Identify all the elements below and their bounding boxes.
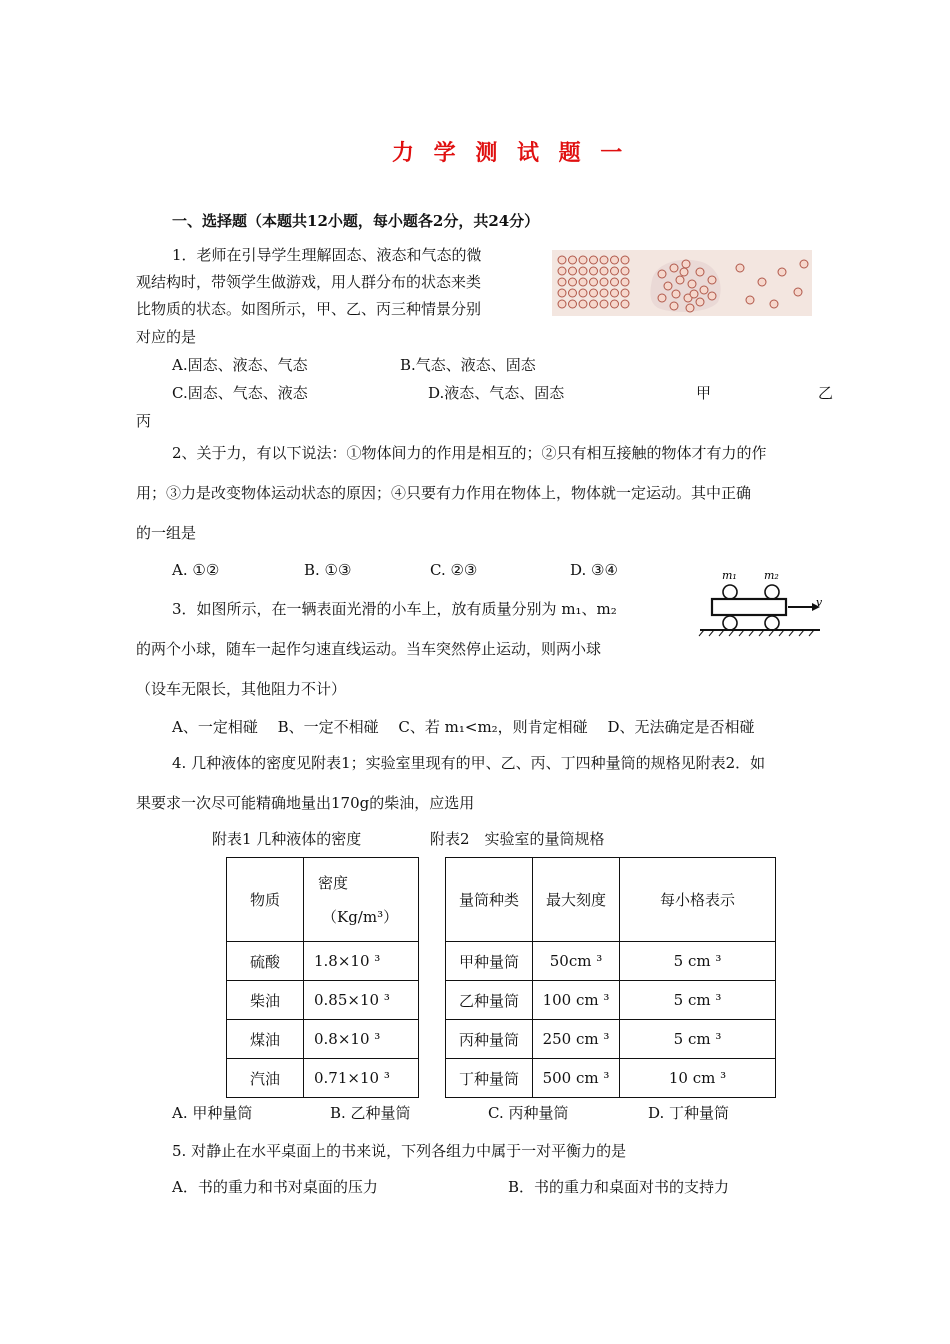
particle bbox=[800, 260, 808, 268]
particle bbox=[579, 300, 587, 308]
t2-cell: 丙种量筒 bbox=[446, 1020, 533, 1059]
t2-cell: 5 cm ³ bbox=[620, 942, 776, 981]
t2-cell: 5 cm ³ bbox=[620, 981, 776, 1020]
q3-line-3: （设车无限长，其他阻力不计） bbox=[136, 680, 347, 698]
particle bbox=[579, 289, 587, 297]
q2-option-a: A. ①② bbox=[172, 561, 220, 579]
particle bbox=[590, 278, 598, 286]
particle bbox=[686, 304, 694, 312]
particle bbox=[672, 290, 680, 298]
q3-options: A、一定相碰 B、一定不相碰 C、若 m₁<m₂，则肯定相碰 D、无法确定是否相碰 bbox=[172, 718, 755, 736]
particle bbox=[600, 300, 608, 308]
particle bbox=[579, 267, 587, 275]
t2-header: 每小格表示 bbox=[620, 858, 776, 942]
t1-cell: 0.8×10 ³ bbox=[304, 1020, 419, 1059]
t2-cell: 甲种量筒 bbox=[446, 942, 533, 981]
particle bbox=[611, 300, 619, 308]
t1-cell: 硫酸 bbox=[227, 942, 304, 981]
particle bbox=[680, 268, 688, 276]
particle bbox=[611, 267, 619, 275]
t2-cell: 10 cm ³ bbox=[620, 1059, 776, 1098]
q4-option-d: D. 丁种量筒 bbox=[648, 1104, 730, 1122]
particle bbox=[611, 256, 619, 264]
particle bbox=[690, 290, 698, 298]
q2-option-c: C. ②③ bbox=[430, 561, 478, 579]
q5-option-a: A．书的重力和书对桌面的压力 bbox=[172, 1178, 378, 1196]
particle bbox=[569, 267, 577, 275]
t1-header-density-unit: （Kg/m³） bbox=[322, 907, 399, 926]
particle bbox=[664, 282, 672, 290]
particle bbox=[569, 256, 577, 264]
q5-option-b: B．书的重力和桌面对书的支持力 bbox=[508, 1178, 730, 1196]
particle bbox=[770, 300, 778, 308]
page-title: 力 学 测 试 题 一 bbox=[392, 140, 629, 166]
velocity-label: v bbox=[816, 596, 823, 609]
particle bbox=[621, 278, 629, 286]
t1-cell: 汽油 bbox=[227, 1059, 304, 1098]
q2-line-2: 用；③力是改变物体运动状态的原因；④只要有力作用在物体上，物体就一定运动。其中正确 bbox=[136, 484, 752, 502]
t1-header-density bbox=[304, 858, 419, 942]
q3-line-1: 3．如图所示，在一辆表面光滑的小车上，放有质量分别为 m₁、m₂ bbox=[172, 600, 617, 618]
q1-option-a: A.固态、液态、气态 bbox=[172, 356, 308, 374]
t2-cell: 50cm ³ bbox=[533, 942, 620, 981]
q4-line-2: 果要求一次尽可能精确地量出170g的柴油，应选用 bbox=[136, 794, 475, 812]
q1-line-1: 1．老师在引导学生理解固态、液态和气态的微 bbox=[172, 246, 482, 264]
particle bbox=[658, 294, 666, 302]
t1-cell: 柴油 bbox=[227, 981, 304, 1020]
t1-header-substance: 物质 bbox=[227, 858, 304, 942]
particle bbox=[700, 286, 708, 294]
particle bbox=[621, 300, 629, 308]
particle bbox=[569, 278, 577, 286]
density-table bbox=[226, 857, 419, 1098]
q4-option-a: A. 甲种量筒 bbox=[172, 1104, 253, 1122]
q1-option-b: B.气态、液态、固态 bbox=[400, 356, 536, 374]
particle bbox=[590, 256, 598, 264]
particle bbox=[579, 278, 587, 286]
table1-caption: 附表1 几种液体的密度 bbox=[212, 830, 362, 848]
particle bbox=[590, 289, 598, 297]
t2-cell: 500 cm ³ bbox=[533, 1059, 620, 1098]
particle bbox=[794, 288, 802, 296]
particle bbox=[708, 276, 716, 284]
q4-option-c: C. 丙种量筒 bbox=[488, 1104, 569, 1122]
q2-line-1: 2、关于力，有以下说法：①物体间力的作用是相互的；②只有相互接触的物体才有力的作 bbox=[172, 444, 767, 462]
t1-header-density-label: 密度 bbox=[318, 873, 349, 892]
q2-option-d: D. ③④ bbox=[570, 561, 618, 579]
label-yi: 乙 bbox=[818, 384, 834, 402]
particle bbox=[579, 256, 587, 264]
q2-option-b: B. ①③ bbox=[304, 561, 352, 579]
particle bbox=[746, 296, 754, 304]
particle bbox=[600, 267, 608, 275]
particle bbox=[670, 264, 678, 272]
particle bbox=[758, 278, 766, 286]
q1-option-c: C.固态、气态、液态 bbox=[172, 384, 308, 402]
particle bbox=[736, 264, 744, 272]
ball-m2 bbox=[765, 585, 779, 599]
q1-option-d: D.液态、气态、固态 bbox=[428, 384, 565, 402]
cart-body bbox=[712, 599, 786, 615]
particle bbox=[569, 289, 577, 297]
t1-cell: 0.85×10 ³ bbox=[304, 981, 419, 1020]
q4-line-1: 4. 几种液体的密度见附表1；实验室里现有的甲、乙、丙、丁四种量筒的规格见附表2．如 bbox=[172, 754, 766, 772]
wheel-left bbox=[723, 616, 737, 630]
particle bbox=[600, 256, 608, 264]
wheel-right bbox=[765, 616, 779, 630]
particle bbox=[611, 289, 619, 297]
particle bbox=[569, 300, 577, 308]
particle bbox=[621, 256, 629, 264]
cart-figure bbox=[696, 566, 826, 638]
m1-label: m₁ bbox=[722, 569, 737, 582]
particle bbox=[670, 302, 678, 310]
m2-label: m₂ bbox=[764, 569, 779, 582]
particle bbox=[696, 298, 704, 306]
q1-line-2: 观结构时，带领学生做游戏，用人群分布的状态来类 bbox=[136, 273, 482, 291]
particle bbox=[688, 280, 696, 288]
particle-states-figure bbox=[552, 250, 812, 316]
particle bbox=[778, 268, 786, 276]
label-jia: 甲 bbox=[696, 384, 712, 402]
t2-cell: 丁种量筒 bbox=[446, 1059, 533, 1098]
particle bbox=[658, 270, 666, 278]
particle bbox=[621, 289, 629, 297]
particle bbox=[611, 278, 619, 286]
particle bbox=[558, 278, 566, 286]
particle bbox=[558, 289, 566, 297]
t1-cell: 1.8×10 ³ bbox=[304, 942, 419, 981]
particle bbox=[708, 292, 716, 300]
q3-line-2: 的两个小球，随车一起作匀速直线运动。当车突然停止运动，则两小球 bbox=[136, 640, 602, 658]
table2-caption: 附表2 实验室的量筒规格 bbox=[430, 830, 605, 848]
particle bbox=[558, 256, 566, 264]
t2-cell: 5 cm ³ bbox=[620, 1020, 776, 1059]
q4-option-b: B. 乙种量筒 bbox=[330, 1104, 411, 1122]
particle bbox=[590, 300, 598, 308]
particle bbox=[621, 267, 629, 275]
t2-cell: 乙种量筒 bbox=[446, 981, 533, 1020]
particle bbox=[682, 260, 690, 268]
t2-header: 最大刻度 bbox=[533, 858, 620, 942]
particle bbox=[558, 300, 566, 308]
q2-line-3: 的一组是 bbox=[136, 524, 197, 542]
particle bbox=[696, 268, 704, 276]
t2-cell: 100 cm ³ bbox=[533, 981, 620, 1020]
particle bbox=[676, 276, 684, 284]
label-bing: 丙 bbox=[136, 412, 152, 430]
cylinder-table bbox=[445, 857, 776, 1098]
ball-m1 bbox=[723, 585, 737, 599]
q5-line: 5. 对静止在水平桌面上的书来说，下列各组力中属于一对平衡力的是 bbox=[172, 1142, 627, 1160]
particle bbox=[600, 278, 608, 286]
particle bbox=[558, 267, 566, 275]
particle bbox=[600, 289, 608, 297]
q1-line-3: 比物质的状态。如图所示，甲、乙、丙三种情景分别 bbox=[136, 300, 482, 318]
particle bbox=[590, 267, 598, 275]
t1-cell: 煤油 bbox=[227, 1020, 304, 1059]
q1-line-4: 对应的是 bbox=[136, 328, 197, 346]
t1-cell: 0.71×10 ³ bbox=[304, 1059, 419, 1098]
t2-cell: 250 cm ³ bbox=[533, 1020, 620, 1059]
t2-header: 量筒种类 bbox=[446, 858, 533, 942]
liquid-particles bbox=[650, 260, 720, 312]
section-heading: 一、选择题（本题共12小题，每小题各2分，共24分） bbox=[172, 212, 540, 230]
